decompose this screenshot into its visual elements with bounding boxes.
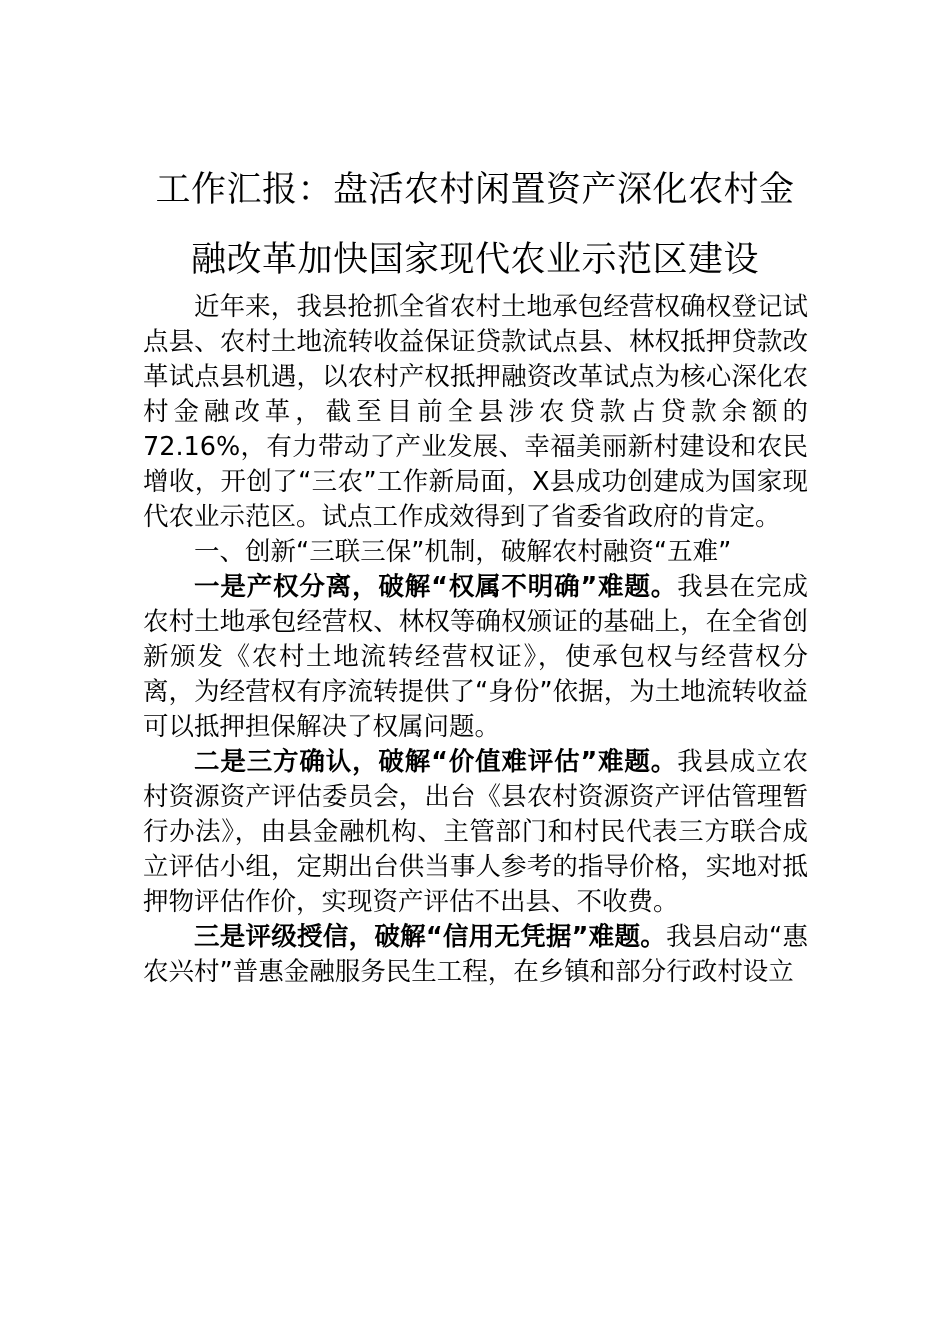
- document-title-line-2: 融改革加快国家现代农业示范区建设: [190, 240, 759, 280]
- paragraph-lead: 二是三方确认，破解“价值难评估”难题。: [194, 747, 678, 777]
- document-body: [143, 290, 808, 990]
- paragraph-lead: 三是评级授信，破解“信用无凭据”难题。: [194, 922, 666, 952]
- section-heading-1: [143, 535, 808, 570]
- paragraph-lead: 一是产权分离，破解“权属不明确”难题。: [194, 572, 678, 602]
- paragraph-point-2: [143, 745, 808, 920]
- document-title-line-1: 工作汇报：盘活农村闲置资产深化农村金: [155, 170, 795, 210]
- paragraph-intro: [143, 290, 808, 535]
- paragraph-text: 我县在完成农村土地承包经营权、林权等确权颁证的基础上，在全省创新颁发《农村土地流转经营权证》，使承包权与经营权分离，为经营权有序流转提供了“身份”依据，为土地流转收益可以抵押担保解决了权属问题。: [143, 572, 808, 742]
- paragraph-point-3: [143, 920, 808, 990]
- paragraph-text: 近年来，我县抢抓全省农村土地承包经营权确权登记试点县、农村土地流转收益保证贷款试点县、林权抵押贷款改革试点县机遇，以农村产权抵押融资改革试点为核心深化农村金融改革，截至目前全县涉农贷款占贷款余额的72.16%，有力带动了产业发展、幸福美丽新村建设和农民增收，开创了“三农”工作新局面，X县成功创建成为国家现代农业示范区。试点工作成效得到了省委省政府的肯定。: [143, 292, 808, 532]
- paragraph-text: 我县启动“惠农兴村”普惠金融服务民生工程，在乡镇和部分行政村设立: [143, 922, 808, 987]
- paragraph-point-1: [143, 570, 808, 745]
- paragraph-text: 我县成立农村资源资产评估委员会，出台《县农村资源资产评估管理暂行办法》，由县金融机构、主管部门和村民代表三方联合成立评估小组，定期出台供当事人参考的指导价格，实地对抵押物评估作价，实现资产评估不出县、不收费。: [143, 747, 808, 917]
- paragraph-text: 一、创新“三联三保”机制，破解农村融资“五难”: [194, 537, 732, 567]
